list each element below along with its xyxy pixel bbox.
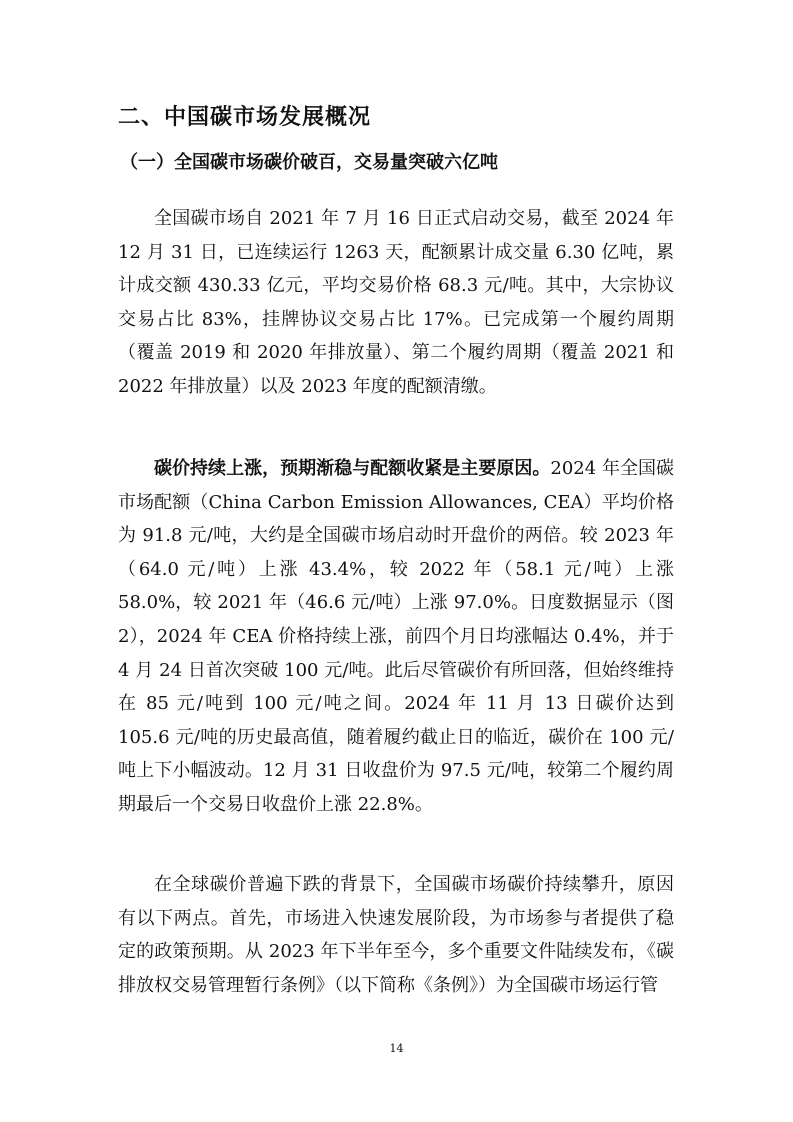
page-number: 14	[389, 1042, 404, 1055]
paragraph-market-overview: 全国碳市场自 2021 年 7 月 16 日正式启动交易，截至 2024 年 12 月 31 日，已连续运行 1263 天，配额累计成交量 6.30 亿吨，累计成交额 430.33 亿元，平均交易价格 68.3 元/吨。其中，大宗协议交易占比 83%，挂牌协议交易占比 17%。已完成第一个履约周期（覆盖 2019 和 2020 年排放量）、第二个履约周期（覆盖 2021 和 2022 年排放量）以及 2023 年度的配额清缴。	[118, 208, 674, 397]
subsection-title: （一）全国碳市场碳价破百，交易量突破六亿吨	[120, 152, 498, 173]
paragraph-body: 2024 年全国碳市场配额（China Carbon Emission Allowances, CEA）平均价格为 91.8 元/吨，大约是全国碳市场启动时开盘价的两倍。较 2023 年（64.0 元/吨）上涨 43.4%，较 2022 年（58.1 元/吨）上涨 58.0%，较 2021 年（46.6 元/吨）上涨 97.0%。日度数据显示（图 2），2024 年 CEA 价格持续上涨，前四个月日均涨幅达 0.4%，并于 4 月 24 日首次突破 100 元/吨。此后尽管碳价有所回落，但始终维持在 85 元/吨到 100 元/吨之间。2024 年 11 月 13 日碳价达到 105.6 元/吨的历史最高值，随着履约截止日的临近，碳价在 100 元/吨上下小幅波动。12 月 31 日收盘价为 97.5 元/吨，较第二个履约周期最后一个交易日收盘价上涨 22.8%。	[118, 458, 675, 815]
paragraph-price-reasons: 在全球碳价普遍下跌的背景下，全国碳市场碳价持续攀升，原因有以下两点。首先，市场进入快速发展阶段，为市场参与者提供了稳定的政策预期。从 2023 年下半年至今，多个重要文件陆续发布，《碳排放权交易管理暂行条例》（以下简称《条例》）为全国碳市场运行管	[118, 874, 674, 996]
section-title: 二、中国碳市场发展概况	[118, 105, 372, 130]
paragraph-lead-sentence: 碳价持续上涨，预期渐稳与配额收紧是主要原因。	[154, 458, 551, 479]
paragraph-carbon-price	[118, 452, 674, 822]
